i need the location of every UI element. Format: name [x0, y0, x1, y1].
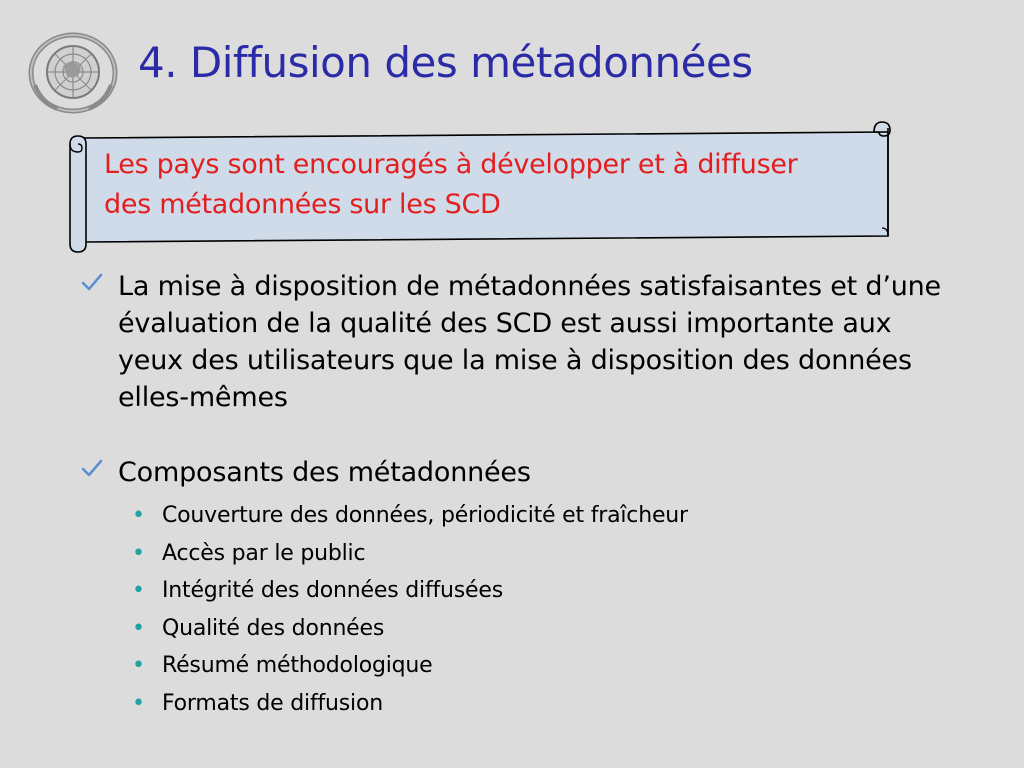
bullet-dot-icon: •: [132, 653, 145, 678]
sub-bullet-list: [118, 497, 980, 722]
sub-bullet-text: Qualité des données: [162, 615, 385, 641]
sub-bullet-text: Intégrité des données diffusées: [162, 578, 503, 603]
bullet-text: La mise à disposition de métadonnées satisfaisantes et d’une évaluation de la qualité des SCD est aussi importante aux yeux des utilisateurs que la mise à disposition des données elles-mêmes: [118, 271, 941, 413]
sub-bullet-item: [118, 497, 980, 535]
callout-text: [104, 145, 904, 225]
checkmark-icon: [80, 456, 104, 480]
un-emblem-icon: [25, 30, 121, 116]
sub-bullet-item: [118, 610, 980, 648]
sub-bullet-item: [118, 535, 980, 573]
bullet-dot-icon: •: [132, 690, 145, 716]
bullet-item: [80, 268, 980, 416]
sub-bullet-text: Résumé méthodologique: [162, 653, 433, 678]
callout-line-2: des métadonnées sur les SCD: [104, 189, 501, 220]
checkmark-icon: [80, 270, 104, 294]
callout-line-1: Les pays sont encouragés à développer et à diffuser: [104, 149, 798, 180]
bullet-dot-icon: •: [132, 615, 145, 641]
bullet-item: [80, 454, 980, 722]
sub-bullet-item: [118, 572, 980, 610]
page-title: 4. Diffusion des métadonnées: [138, 38, 753, 87]
bullet-dot-icon: •: [132, 540, 145, 566]
bullet-dot-icon: •: [132, 578, 145, 603]
bullet-list: [80, 268, 980, 722]
sub-bullet-item: [118, 685, 980, 723]
bullet-dot-icon: •: [132, 503, 145, 528]
bullet-text: Composants des métadonnées: [118, 457, 531, 488]
sub-bullet-text: Formats de diffusion: [162, 690, 383, 716]
sub-bullet-text: Couverture des données, périodicité et fraîcheur: [162, 503, 688, 528]
sub-bullet-item: [118, 647, 980, 685]
sub-bullet-text: Accès par le public: [162, 540, 366, 566]
